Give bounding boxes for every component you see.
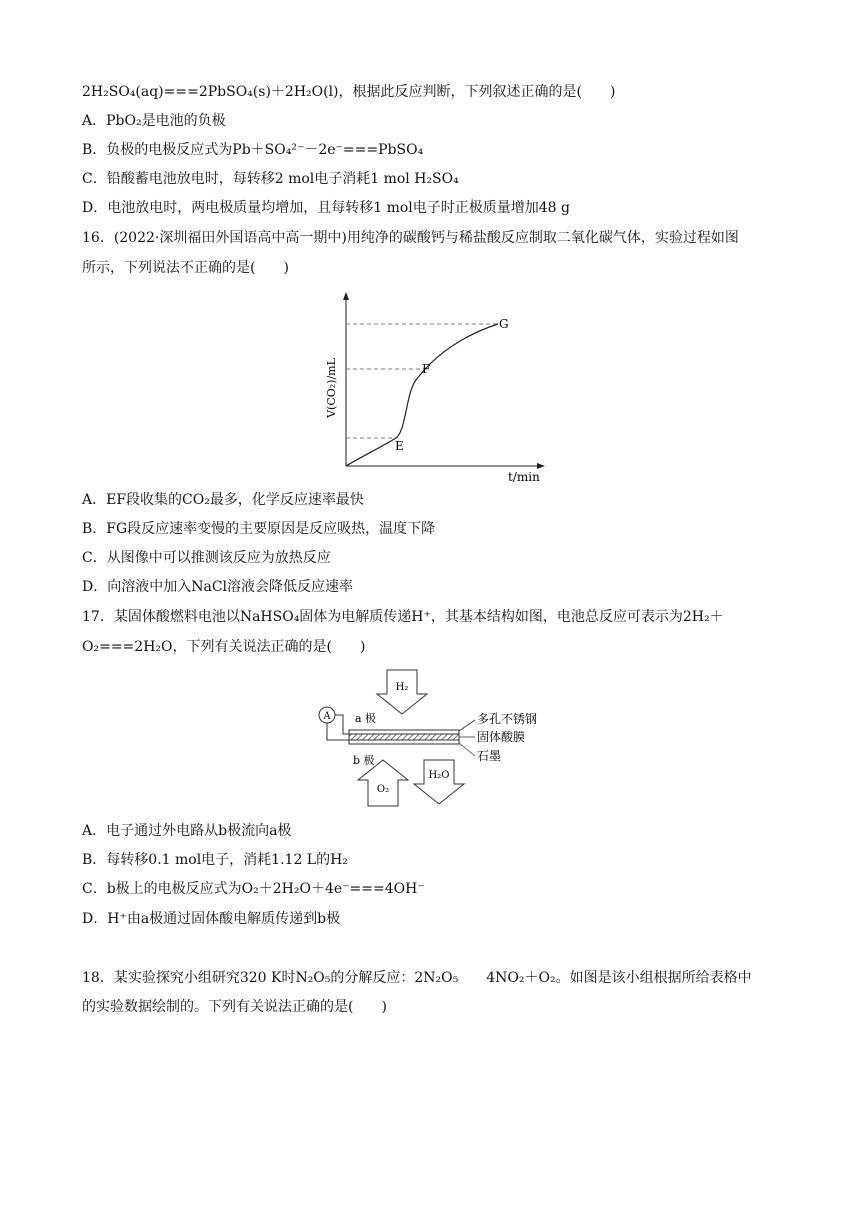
q18-stem-line2: 的实验数据绘制的。下列有关说法正确的是( ): [82, 999, 387, 1015]
graphite-leader: [459, 743, 475, 756]
b-electrode-label: b 极: [353, 754, 375, 767]
membrane-label: 固体酸膜: [477, 730, 526, 744]
q17-fuel-cell-diagram: [315, 668, 555, 810]
y-axis-label: V(CO₂)/mL: [325, 358, 338, 418]
external-circuit-wire: [335, 715, 349, 734]
external-circuit-wire-b: [327, 723, 349, 740]
q18-stem-line1: 18．某实验探究小组研究320 K时N₂O₅的分解反应：2N₂O₅ 4NO₂＋O₂。如图是该小组根据所给表格中: [82, 970, 752, 986]
q16-option-a: A．EF段收集的CO₂最多，化学反应速率最快: [82, 492, 364, 508]
point-e-label: E: [395, 439, 404, 453]
point-f-label: F: [422, 362, 431, 376]
q17-stem-line2: O₂===2H₂O，下列有关说法正确的是( ): [82, 639, 366, 655]
h2o-outflow-arrow: [414, 760, 464, 804]
graphite-layer: [349, 740, 459, 744]
a-electrode-label: a 极: [355, 712, 377, 725]
steel-leader: [459, 720, 475, 731]
q17-option-c: C．b极上的电极反应式为O₂＋2H₂O＋4e⁻===4OH⁻: [82, 881, 425, 897]
q16-stem-line1: 16．(2022·深圳福田外国语高中高一期中)用纯净的碳酸钙与稀盐酸反应制取二氧化碳气体，实验过程如图: [82, 230, 739, 246]
co2-curve: [346, 324, 498, 466]
h2o-label: H₂O: [428, 770, 450, 781]
x-axis-label: t/min: [508, 470, 540, 484]
q15-option-d: D．电池放电时，两电极质量均增加，且每转移1 mol电子时正极质量增加48 g: [82, 200, 570, 216]
q17-stem-line1: 17．某固体酸燃料电池以NaHSO₄固体为电解质传递H⁺，其基本结构如图，电池总反应可表示为2H₂＋: [82, 609, 724, 625]
h2-label: H₂: [395, 682, 409, 693]
porous-steel-layer: [349, 730, 459, 734]
q15-option-c: C．铅酸蓄电池放电时，每转移2 mol电子消耗1 mol H₂SO₄: [82, 171, 459, 187]
q15-option-a: A．PbO₂是电池的负极: [82, 113, 226, 129]
steel-label: 多孔不锈钢: [477, 712, 538, 726]
graphite-label: 石墨: [477, 749, 502, 763]
q15-stem: 2H₂SO₄(aq)===2PbSO₄(s)＋2H₂O(l)，根据此反应判断，下列叙述正确的是( ): [82, 84, 616, 100]
point-g-label: G: [499, 317, 509, 331]
o2-label: O₂: [376, 784, 390, 795]
x-axis-arrow: [537, 463, 545, 469]
q16-option-c: C．从图像中可以推测该反应为放热反应: [82, 550, 331, 566]
q16-volume-time-graph: [318, 288, 548, 484]
q17-option-b: B．每转移0.1 mol电子，消耗1.12 L的H₂: [82, 852, 348, 868]
y-axis-arrow: [343, 292, 349, 300]
ammeter-label: A: [323, 711, 331, 722]
q17-option-a: A．电子通过外电路从b极流向a极: [82, 823, 292, 839]
solid-acid-membrane: [349, 734, 459, 740]
q15-option-b: B．负极的电极反应式为Pb＋SO₄²⁻－2e⁻===PbSO₄: [82, 142, 424, 158]
q16-stem-line2: 所示，下列说法不正确的是( ): [82, 260, 289, 276]
q17-option-d: D．H⁺由a极通过固体酸电解质传递到b极: [82, 911, 341, 927]
q16-option-b: B．FG段反应速率变慢的主要原因是反应吸热，温度下降: [82, 521, 436, 537]
q16-option-d: D．向溶液中加入NaCl溶液会降低反应速率: [82, 579, 354, 595]
